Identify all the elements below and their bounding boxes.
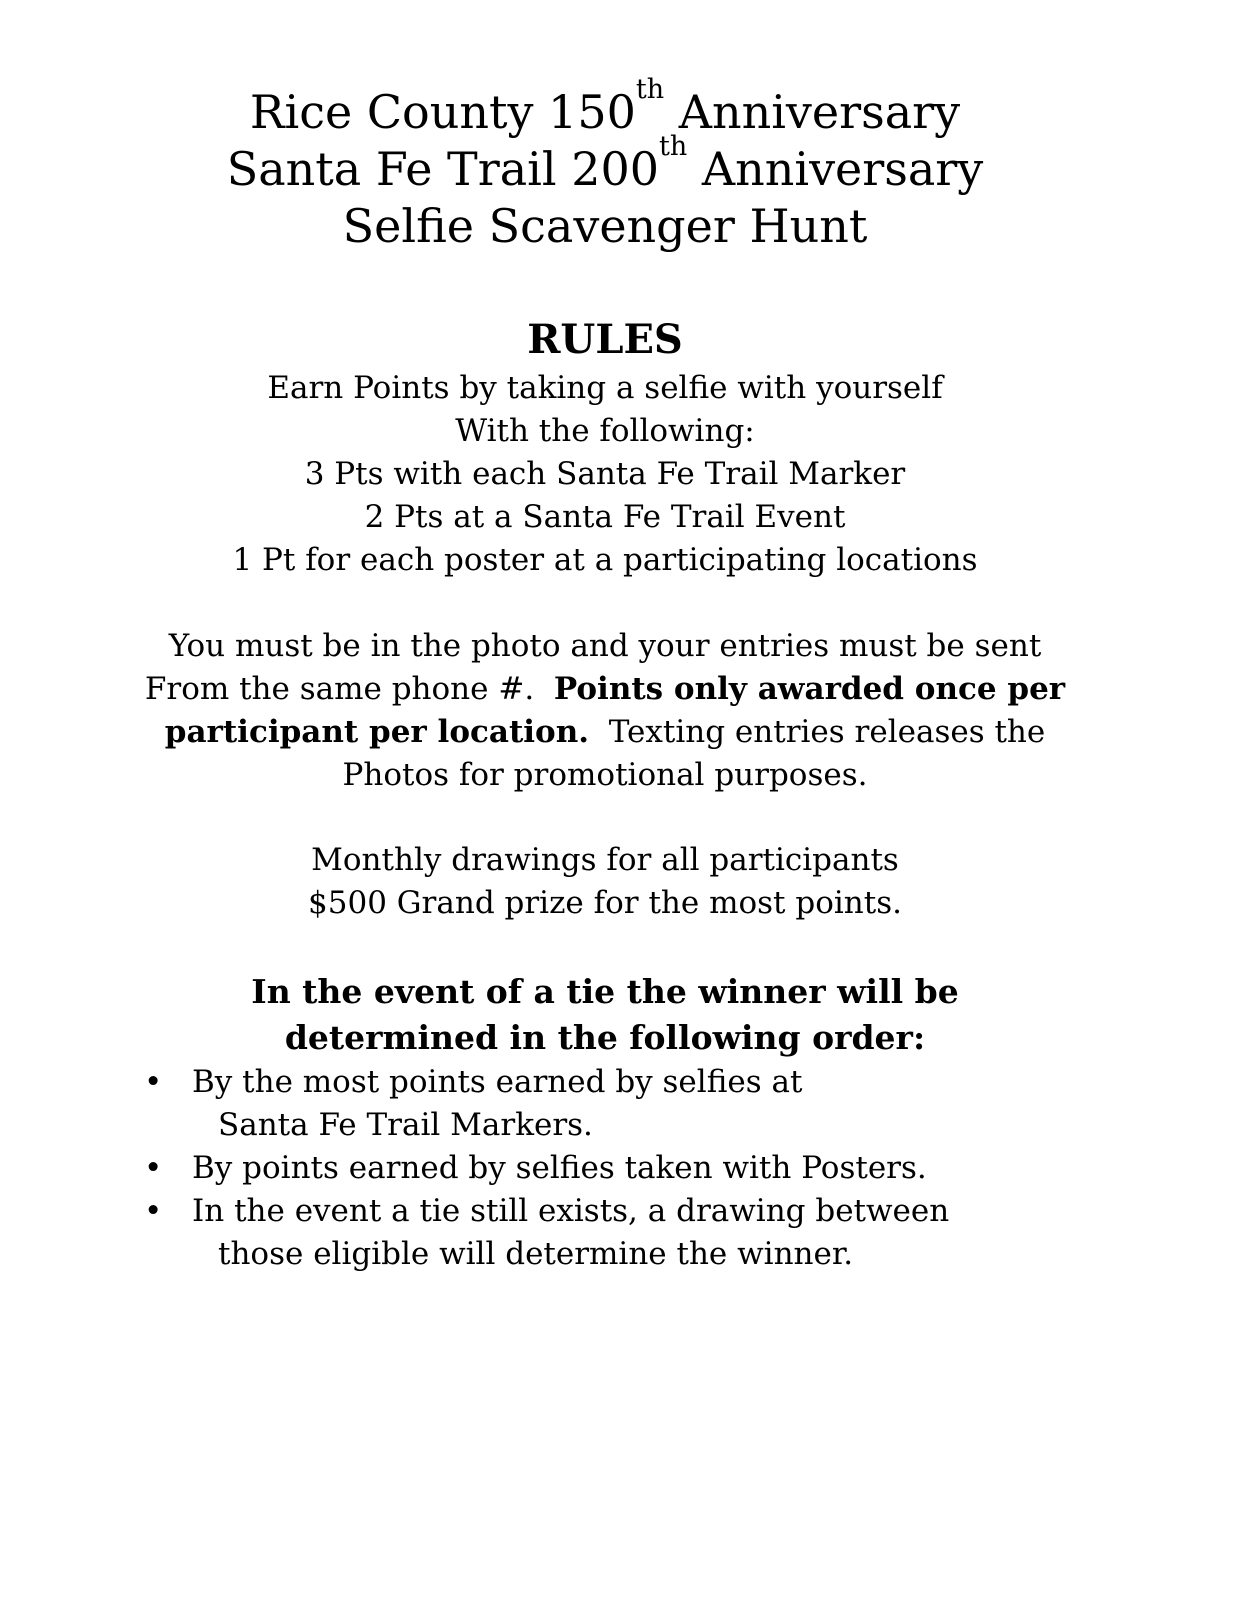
ordinal-suffix: th [635, 74, 665, 105]
points-item: 3 Pts with each Santa Fe Trail Marker [304, 456, 906, 492]
list-item-continuation: Santa Fe Trail Markers. [218, 1107, 593, 1143]
list-item [140, 1190, 1140, 1276]
rules-heading: RULES [527, 316, 683, 363]
title-line-3: Selfie Scavenger Hunt [342, 199, 868, 253]
points-intro: Earn Points by taking a selfie with yourself [267, 370, 943, 406]
entry-line: You must be in the photo and your entries must be sent [168, 628, 1042, 664]
tie-heading-line: determined in the following order: [284, 1018, 926, 1057]
list-item-text: By points earned by selfies taken with Posters. [192, 1150, 927, 1186]
bullet-icon: • [144, 1193, 163, 1229]
points-intro-2: With the following: [455, 413, 755, 449]
entry-line: participant per location. Texting entries releases the [164, 714, 1046, 750]
list-item [140, 1061, 1140, 1147]
prize-line: $500 Grand prize for the most points. [308, 885, 902, 921]
entry-rules [0, 625, 1210, 797]
list-item-text: By the most points earned by selfies at [192, 1064, 803, 1100]
title-block [0, 74, 1210, 255]
entry-line: Photos for promotional purposes. [342, 757, 868, 793]
points-block [0, 367, 1210, 582]
list-item [140, 1147, 1140, 1190]
bullet-icon: • [144, 1150, 163, 1186]
list-item-text: In the event a tie still exists, a drawing between [192, 1193, 950, 1229]
tie-breaker-list [140, 1061, 1140, 1276]
title-line-2: Santa Fe Trail 200th Anniversary [226, 131, 984, 196]
tie-heading-line: In the event of a tie the winner will be [251, 972, 959, 1011]
title-line-1: Rice County 150th Anniversary [249, 74, 961, 139]
entry-emphasis: Points only awarded once per [553, 671, 1066, 707]
entry-emphasis: participant per location. [164, 714, 590, 750]
prize-line: Monthly drawings for all participants [311, 842, 899, 878]
prize-block [0, 839, 1210, 925]
ordinal-suffix: th [659, 131, 688, 162]
tie-heading [0, 969, 1210, 1061]
points-item: 1 Pt for each poster at a participating locations [232, 542, 978, 578]
entry-line: From the same phone #. Points only awarded once per [144, 671, 1066, 707]
points-item: 2 Pts at a Santa Fe Trail Event [364, 499, 846, 535]
list-item-continuation: those eligible will determine the winner. [218, 1236, 854, 1272]
bullet-icon: • [144, 1064, 163, 1100]
